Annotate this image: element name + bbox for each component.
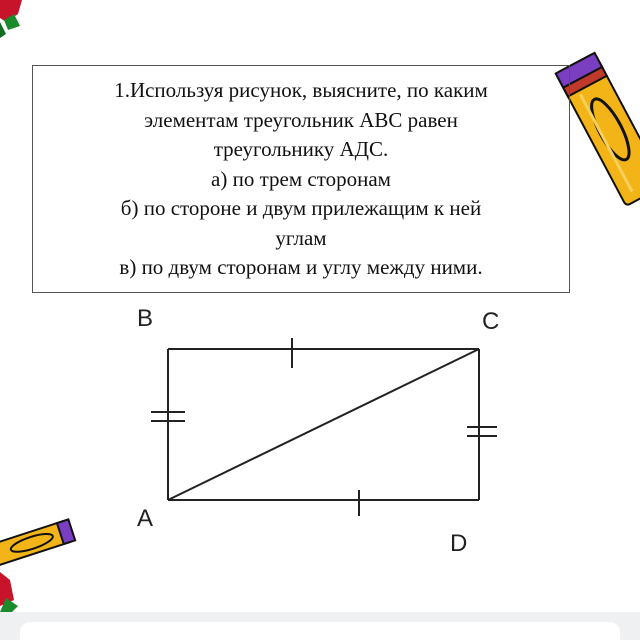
task-line: а) по трем сторонам	[211, 166, 391, 191]
task-line: б) по стороне и двум прилежащим к ней	[120, 196, 482, 220]
vertex-label-a: A	[137, 505, 154, 532]
task-line: в) по двум сторонам и углу между ними.	[119, 255, 483, 279]
vertex-label-b: B	[137, 305, 154, 332]
diagonal-ac	[168, 349, 479, 500]
task-line: треугольнику АДС.	[213, 137, 389, 161]
task-line: углам	[275, 225, 327, 250]
task-line: 1.Используя рисунок, выясните, по каким	[114, 78, 488, 102]
bottom-panel	[20, 622, 620, 640]
vertex-label-c: C	[482, 308, 500, 335]
task-line: элементам треугольник АВС равен	[144, 107, 458, 132]
bottom-bar	[0, 612, 640, 640]
vertex-label-d: D	[450, 530, 468, 557]
